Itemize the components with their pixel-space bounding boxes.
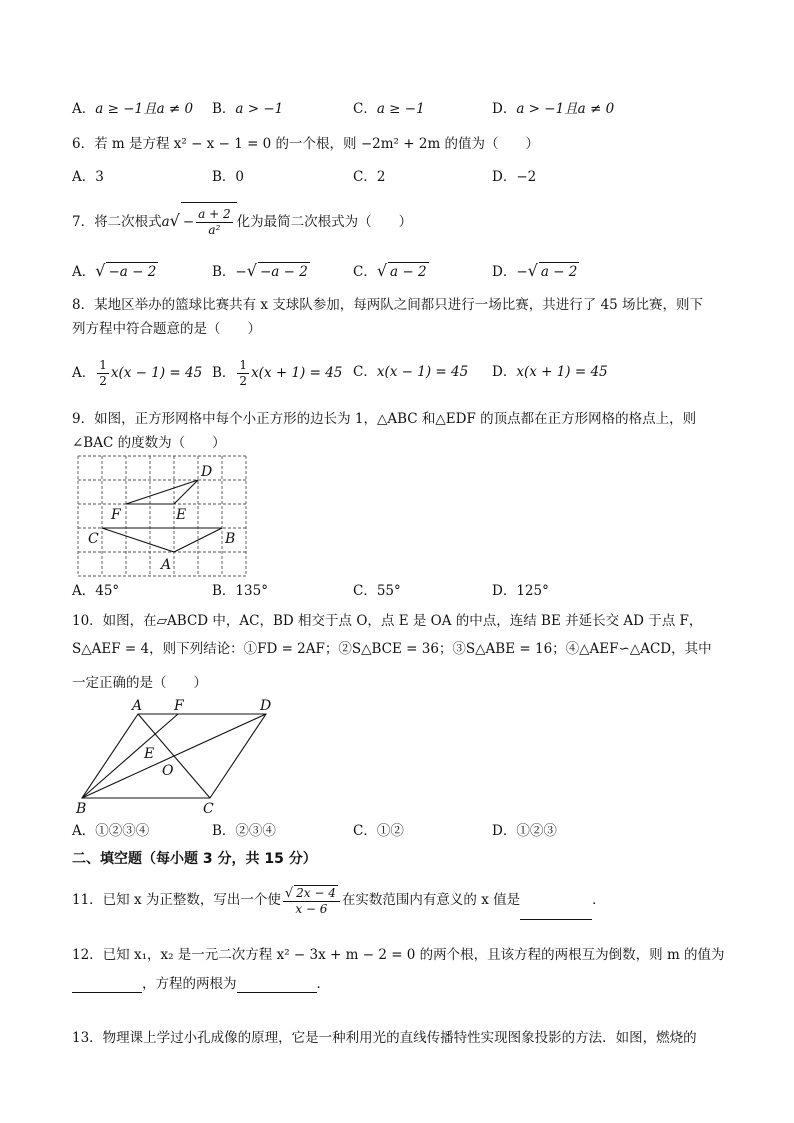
triangle-edf [126,480,198,504]
q5-option-b: B．a > −1 [212,101,284,117]
q9-option-c: C．55° [353,583,401,599]
section-title-fill-in: 二、填空题（每小题 3 分，共 15 分） [72,851,317,867]
q6-stem: 6．若 m 是方程 x² − x − 1 = 0 的一个根，则 −2m² + 2m 的值为（ ） [72,136,540,152]
q9-line1: 9．如图，正方形网格中每个小正方形的边长为 1，△ABC 和△EDF 的顶点都在正方形网格的格点上，则 [72,411,697,427]
q10-line2: S△AEF = 4，则下列结论：①FD = 2AF；②S△BCE = 36；③S△ABE = 16；④△AEF∽△ACD，其中 [72,641,712,657]
q8-option-c: C．x(x − 1) = 45 [353,364,469,380]
q7-neg: − [182,214,195,230]
q10-line3: 一定正确的是（ ） [72,675,207,691]
q7-stem: 7．将二次根式a√ − $\frac{a + 2}{\text{a²}}$ 化为最简二次根式为（ ） [72,202,412,240]
q10-line1: 10．如图，在▱ABCD 中，AC，BD 相交于点 O，点 E 是 OA 的中点，连结 BE 并延长交 AD 于点 F， [72,613,703,629]
q6-option-b: B．0 [212,169,245,185]
label-d: D [201,464,213,480]
q8-line2: 列方程中符合题意的是（ ） [72,321,261,337]
q5-option-a: A．a ≥ −1且a ≠ 0 [72,101,194,117]
q13-line1: 13．物理课上学过小孔成像的原理，它是一种利用光的直线传播特性实现图象投影的方法．如图，燃烧的 [72,1030,697,1046]
q7-post: 化为最简二次根式为（ ） [236,214,413,230]
label-d: D [260,698,272,714]
q11-pre: 11．已知 x 为正整数，写出一个使 [72,892,281,908]
q11-num: 2x − 4 [296,885,336,900]
q11-den: x − 6 [295,901,328,916]
q9-option-a: A．45° [72,583,120,599]
q9-grid-figure [70,452,260,578]
q7-option-c: C．√ a − 2 [353,261,427,280]
q10-option-b: B．②③④ [212,823,276,839]
label-b: B [76,801,87,817]
q6-option-a: A．3 [72,169,104,185]
q12-roots-blank[interactable] [237,976,317,993]
q8-option-a: A． $\frac{1}{2}$ x(x − 1) = 45 [72,358,203,388]
label-b: B [225,531,236,547]
q11-post: 在实数范围内有意义的 x 值是 [341,892,521,908]
q10-option-a: A．①②③④ [72,823,150,839]
q8-option-d: D．x(x + 1) = 45 [492,364,608,380]
q9-option-b: B．135° [212,583,268,599]
q7-option-a: A．√ −a − 2 [72,261,157,280]
q11-stem: 11．已知 x 为正整数，写出一个使 $\frac{√ 2x - 4}{x - 6}$ 在实数范围内有意义的 x 值是 ． [72,880,606,920]
label-a: A [132,698,143,714]
q7-coef: a [161,214,170,230]
q12-m-blank[interactable] [72,976,142,993]
q6-option-d: D．−2 [492,169,537,185]
label-c: C [88,531,99,547]
q10-option-d: D．①②③ [492,823,557,839]
label-o: O [162,763,174,779]
q10-parallelogram-figure [70,696,290,821]
q12-line2: ，方程的两根为 ． [72,975,330,993]
label-c: C [203,801,214,817]
triangle-abc [102,528,222,552]
q5-option-d: D．a > −1且a ≠ 0 [492,101,615,117]
q6-option-c: C．2 [353,169,386,185]
q7-option-b: B．−√ −a − 2 [212,261,308,280]
q5-option-c: C．a ≥ −1 [353,101,425,117]
q7-pre: 7．将二次根式 [72,214,162,230]
q12-line1: 12．已知 x₁，x₂ 是一元二次方程 x² − 3x + m − 2 = 0 的两个根，且该方程的两根互为倒数，则 m 的值为 [72,947,725,963]
q7-den: a² [208,223,221,237]
q7-num: a + 2 [198,207,231,221]
q10-option-c: C．①② [353,823,404,839]
label-a: A [161,557,172,573]
q11-answer-blank[interactable] [520,919,592,920]
q8-line1: 8．某地区举办的篮球比赛共有 x 支球队参加，每两队之间都只进行一场比赛，共进行了 45 场比赛，则下 [72,297,704,313]
label-e: E [144,746,155,762]
q8-option-b: B． $\frac{1}{2}$ x(x + 1) = 45 [212,358,343,388]
label-f: F [174,698,184,714]
q9-line2: ∠BAC 的度数为（ ） [72,435,226,451]
q7-option-d: D．−√ a − 2 [492,261,578,280]
q9-option-d: D．125° [492,583,549,599]
label-f: F [111,507,121,523]
label-e: E [176,507,187,523]
